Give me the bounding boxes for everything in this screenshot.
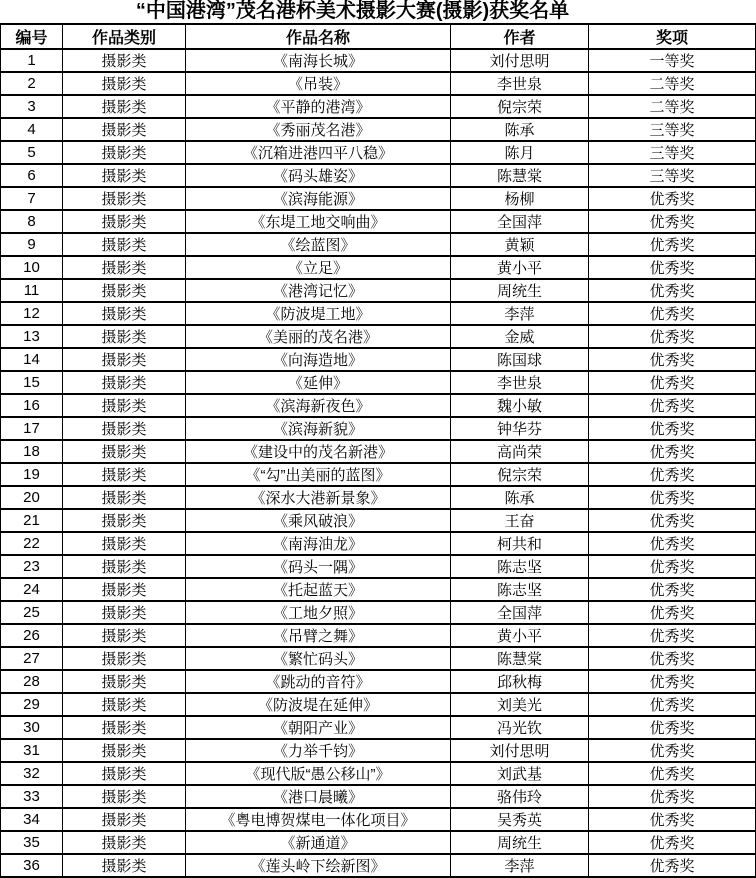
cell-number: 2 <box>1 72 63 95</box>
table-row <box>1 716 756 739</box>
cell-number: 1 <box>1 49 63 72</box>
cell-author: 全国萍 <box>451 601 589 624</box>
cell-author: 杨柳 <box>451 187 589 210</box>
table-row <box>1 141 756 164</box>
cell-author: 陈慧棠 <box>451 164 589 187</box>
cell-category: 摄影类 <box>63 509 186 532</box>
table-row <box>1 302 756 325</box>
cell-category: 摄影类 <box>63 118 186 141</box>
cell-author: 黄小平 <box>451 624 589 647</box>
cell-number: 5 <box>1 141 63 164</box>
table-row <box>1 693 756 716</box>
cell-category: 摄影类 <box>63 141 186 164</box>
cell-category: 摄影类 <box>63 693 186 716</box>
cell-category: 摄影类 <box>63 302 186 325</box>
cell-category: 摄影类 <box>63 210 186 233</box>
cell-work-title: 《码头雄姿》 <box>186 164 451 187</box>
cell-award: 优秀奖 <box>589 578 756 601</box>
cell-category: 摄影类 <box>63 463 186 486</box>
cell-award: 二等奖 <box>589 95 756 118</box>
table-row <box>1 348 756 371</box>
cell-category: 摄影类 <box>63 440 186 463</box>
table-row <box>1 808 756 831</box>
cell-work-title: 《跳动的音符》 <box>186 670 451 693</box>
table-row <box>1 118 756 141</box>
cell-work-title: 《现代版“愚公移山”》 <box>186 762 451 785</box>
cell-award: 优秀奖 <box>589 509 756 532</box>
cell-award: 优秀奖 <box>589 187 756 210</box>
table-row <box>1 739 756 762</box>
table-row <box>1 187 756 210</box>
cell-work-title: 《美丽的茂名港》 <box>186 325 451 348</box>
cell-award: 优秀奖 <box>589 463 756 486</box>
cell-award: 优秀奖 <box>589 670 756 693</box>
cell-work-title: 《延伸》 <box>186 371 451 394</box>
table-row <box>1 601 756 624</box>
table-row <box>1 256 756 279</box>
cell-author: 陈志坚 <box>451 555 589 578</box>
cell-category: 摄影类 <box>63 348 186 371</box>
table-row <box>1 578 756 601</box>
cell-category: 摄影类 <box>63 72 186 95</box>
cell-award: 优秀奖 <box>589 555 756 578</box>
cell-author: 钟华芬 <box>451 417 589 440</box>
table-row <box>1 279 756 302</box>
cell-number: 21 <box>1 509 63 532</box>
cell-award: 优秀奖 <box>589 302 756 325</box>
cell-work-title: 《朝阳产业》 <box>186 716 451 739</box>
cell-work-title: 《深水大港新景象》 <box>186 486 451 509</box>
cell-work-title: 《吊臂之舞》 <box>186 624 451 647</box>
cell-number: 28 <box>1 670 63 693</box>
cell-category: 摄影类 <box>63 854 186 877</box>
cell-award: 优秀奖 <box>589 624 756 647</box>
column-header-award: 奖项 <box>589 24 756 49</box>
cell-award: 一等奖 <box>589 49 756 72</box>
table-row <box>1 233 756 256</box>
table-row <box>1 486 756 509</box>
table-row <box>1 394 756 417</box>
cell-award: 优秀奖 <box>589 486 756 509</box>
cell-category: 摄影类 <box>63 624 186 647</box>
table-row <box>1 325 756 348</box>
cell-category: 摄影类 <box>63 95 186 118</box>
cell-author: 全国萍 <box>451 210 589 233</box>
cell-author: 高尚荣 <box>451 440 589 463</box>
cell-author: 吴秀英 <box>451 808 589 831</box>
cell-work-title: 《立足》 <box>186 256 451 279</box>
table-row <box>1 785 756 808</box>
cell-work-title: 《沉箱进港四平八稳》 <box>186 141 451 164</box>
cell-author: 陈承 <box>451 486 589 509</box>
cell-author: 刘付思明 <box>451 739 589 762</box>
table-row <box>1 555 756 578</box>
table-row <box>1 440 756 463</box>
cell-author: 陈志坚 <box>451 578 589 601</box>
cell-number: 20 <box>1 486 63 509</box>
table-row <box>1 854 756 877</box>
page-title: “中国港湾”茂名港杯美术摄影大赛(摄影)获奖名单 <box>135 0 570 22</box>
cell-category: 摄影类 <box>63 486 186 509</box>
cell-number: 3 <box>1 95 63 118</box>
cell-author: 周统生 <box>451 279 589 302</box>
cell-work-title: 《滨海能源》 <box>186 187 451 210</box>
cell-award: 优秀奖 <box>589 233 756 256</box>
cell-award: 优秀奖 <box>589 371 756 394</box>
cell-category: 摄影类 <box>63 394 186 417</box>
cell-category: 摄影类 <box>63 256 186 279</box>
table-body <box>1 49 756 877</box>
table-row <box>1 95 756 118</box>
cell-category: 摄影类 <box>63 578 186 601</box>
cell-work-title: 《吊装》 <box>186 72 451 95</box>
cell-number: 14 <box>1 348 63 371</box>
cell-author: 李萍 <box>451 302 589 325</box>
cell-number: 36 <box>1 854 63 877</box>
cell-work-title: 《防波堤工地》 <box>186 302 451 325</box>
table-row <box>1 371 756 394</box>
cell-number: 11 <box>1 279 63 302</box>
cell-number: 24 <box>1 578 63 601</box>
cell-category: 摄影类 <box>63 831 186 854</box>
cell-award: 三等奖 <box>589 118 756 141</box>
column-header-category: 作品类别 <box>63 24 186 49</box>
column-header-number: 编号 <box>1 24 63 49</box>
cell-work-title: 《平静的港湾》 <box>186 95 451 118</box>
cell-category: 摄影类 <box>63 647 186 670</box>
cell-author: 骆伟玲 <box>451 785 589 808</box>
table-row <box>1 72 756 95</box>
cell-author: 李世泉 <box>451 72 589 95</box>
cell-award: 优秀奖 <box>589 716 756 739</box>
cell-work-title: 《莲头岭下绘新图》 <box>186 854 451 877</box>
table-row <box>1 164 756 187</box>
cell-award: 二等奖 <box>589 72 756 95</box>
cell-number: 23 <box>1 555 63 578</box>
cell-author: 陈承 <box>451 118 589 141</box>
cell-number: 33 <box>1 785 63 808</box>
cell-author: 刘付思明 <box>451 49 589 72</box>
cell-number: 19 <box>1 463 63 486</box>
cell-number: 16 <box>1 394 63 417</box>
cell-award: 优秀奖 <box>589 532 756 555</box>
cell-number: 9 <box>1 233 63 256</box>
cell-work-title: 《繁忙码头》 <box>186 647 451 670</box>
awards-table <box>0 23 756 878</box>
cell-award: 优秀奖 <box>589 785 756 808</box>
cell-work-title: 《建设中的茂名新港》 <box>186 440 451 463</box>
cell-author: 刘武基 <box>451 762 589 785</box>
cell-award: 优秀奖 <box>589 394 756 417</box>
cell-number: 6 <box>1 164 63 187</box>
cell-work-title: 《新通道》 <box>186 831 451 854</box>
cell-work-title: 《港湾记忆》 <box>186 279 451 302</box>
cell-category: 摄影类 <box>63 601 186 624</box>
cell-category: 摄影类 <box>63 808 186 831</box>
cell-category: 摄影类 <box>63 233 186 256</box>
cell-work-title: 《“勾”出美丽的蓝图》 <box>186 463 451 486</box>
cell-award: 优秀奖 <box>589 210 756 233</box>
cell-work-title: 《码头一隅》 <box>186 555 451 578</box>
cell-award: 优秀奖 <box>589 417 756 440</box>
cell-work-title: 《力举千钧》 <box>186 739 451 762</box>
cell-category: 摄影类 <box>63 532 186 555</box>
cell-work-title: 《乘风破浪》 <box>186 509 451 532</box>
cell-author: 陈慧棠 <box>451 647 589 670</box>
table-row <box>1 532 756 555</box>
cell-number: 32 <box>1 762 63 785</box>
table-row <box>1 463 756 486</box>
cell-award: 优秀奖 <box>589 325 756 348</box>
cell-number: 4 <box>1 118 63 141</box>
cell-author: 李世泉 <box>451 371 589 394</box>
cell-work-title: 《南海长城》 <box>186 49 451 72</box>
cell-number: 17 <box>1 417 63 440</box>
cell-work-title: 《南海油龙》 <box>186 532 451 555</box>
cell-category: 摄影类 <box>63 555 186 578</box>
cell-author: 陈月 <box>451 141 589 164</box>
cell-author: 柯共和 <box>451 532 589 555</box>
table-row <box>1 762 756 785</box>
cell-work-title: 《滨海新夜色》 <box>186 394 451 417</box>
cell-award: 三等奖 <box>589 164 756 187</box>
cell-award: 三等奖 <box>589 141 756 164</box>
cell-award: 优秀奖 <box>589 808 756 831</box>
cell-award: 优秀奖 <box>589 440 756 463</box>
cell-number: 12 <box>1 302 63 325</box>
cell-number: 29 <box>1 693 63 716</box>
cell-category: 摄影类 <box>63 325 186 348</box>
cell-number: 22 <box>1 532 63 555</box>
cell-category: 摄影类 <box>63 164 186 187</box>
table-row <box>1 417 756 440</box>
cell-award: 优秀奖 <box>589 601 756 624</box>
cell-author: 王奋 <box>451 509 589 532</box>
cell-number: 10 <box>1 256 63 279</box>
cell-number: 35 <box>1 831 63 854</box>
cell-author: 陈国球 <box>451 348 589 371</box>
cell-category: 摄影类 <box>63 279 186 302</box>
table-row <box>1 509 756 532</box>
cell-category: 摄影类 <box>63 417 186 440</box>
cell-author: 李萍 <box>451 854 589 877</box>
cell-number: 31 <box>1 739 63 762</box>
table-row <box>1 831 756 854</box>
cell-award: 优秀奖 <box>589 693 756 716</box>
cell-category: 摄影类 <box>63 716 186 739</box>
cell-award: 优秀奖 <box>589 348 756 371</box>
table-row <box>1 647 756 670</box>
cell-work-title: 《托起蓝天》 <box>186 578 451 601</box>
cell-category: 摄影类 <box>63 49 186 72</box>
cell-work-title: 《粤电博贺煤电一体化项目》 <box>186 808 451 831</box>
cell-award: 优秀奖 <box>589 762 756 785</box>
cell-author: 倪宗荣 <box>451 463 589 486</box>
column-header-author: 作者 <box>451 24 589 49</box>
table-header-row <box>1 24 756 49</box>
cell-work-title: 《滨海新貌》 <box>186 417 451 440</box>
cell-author: 黄小平 <box>451 256 589 279</box>
cell-number: 8 <box>1 210 63 233</box>
cell-number: 18 <box>1 440 63 463</box>
cell-author: 金威 <box>451 325 589 348</box>
cell-award: 优秀奖 <box>589 279 756 302</box>
cell-work-title: 《向海造地》 <box>186 348 451 371</box>
cell-author: 黄颖 <box>451 233 589 256</box>
cell-work-title: 《港口晨曦》 <box>186 785 451 808</box>
table-row <box>1 624 756 647</box>
cell-work-title: 《工地夕照》 <box>186 601 451 624</box>
cell-work-title: 《防波堤在延伸》 <box>186 693 451 716</box>
cell-work-title: 《秀丽茂名港》 <box>186 118 451 141</box>
cell-category: 摄影类 <box>63 371 186 394</box>
cell-award: 优秀奖 <box>589 831 756 854</box>
cell-award: 优秀奖 <box>589 739 756 762</box>
cell-work-title: 《东堤工地交响曲》 <box>186 210 451 233</box>
cell-author: 魏小敏 <box>451 394 589 417</box>
cell-number: 15 <box>1 371 63 394</box>
cell-author: 倪宗荣 <box>451 95 589 118</box>
cell-category: 摄影类 <box>63 785 186 808</box>
table-row <box>1 49 756 72</box>
cell-category: 摄影类 <box>63 670 186 693</box>
cell-number: 27 <box>1 647 63 670</box>
cell-award: 优秀奖 <box>589 256 756 279</box>
column-header-work-title: 作品名称 <box>186 24 451 49</box>
cell-number: 30 <box>1 716 63 739</box>
cell-number: 26 <box>1 624 63 647</box>
cell-number: 25 <box>1 601 63 624</box>
cell-number: 13 <box>1 325 63 348</box>
cell-author: 邱秋梅 <box>451 670 589 693</box>
cell-number: 7 <box>1 187 63 210</box>
cell-author: 冯光钦 <box>451 716 589 739</box>
cell-category: 摄影类 <box>63 739 186 762</box>
table-row <box>1 670 756 693</box>
cell-number: 34 <box>1 808 63 831</box>
cell-work-title: 《绘蓝图》 <box>186 233 451 256</box>
table-row <box>1 210 756 233</box>
cell-award: 优秀奖 <box>589 647 756 670</box>
cell-award: 优秀奖 <box>589 854 756 877</box>
cell-category: 摄影类 <box>63 762 186 785</box>
cell-category: 摄影类 <box>63 187 186 210</box>
cell-author: 刘美光 <box>451 693 589 716</box>
cell-author: 周统生 <box>451 831 589 854</box>
